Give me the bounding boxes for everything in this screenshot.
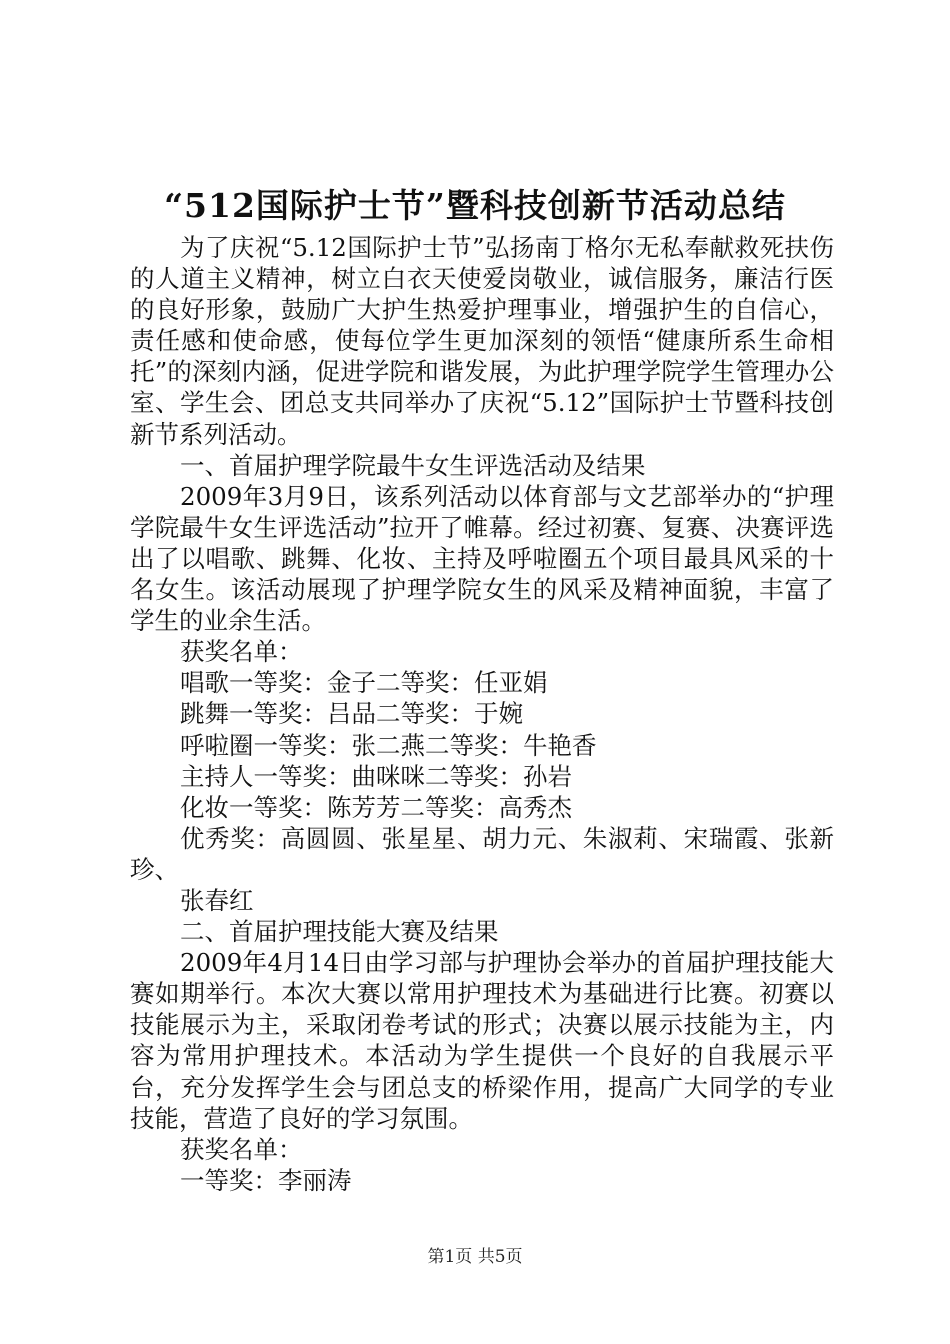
award-list-heading-2: 获奖名单： [180,1134,303,1164]
award-excellence: 优秀奖：高圆圆、张星星、胡力元、朱淑莉、宋瑞霞、张新珍、 [130,823,834,884]
award-hula-hoop: 呼啦圈一等奖：张二燕二等奖：牛艳香 [180,730,597,760]
section-heading-2: 二、首届护理技能大赛及结果 [180,917,499,947]
section-heading-1: 一、首届护理学院最牛女生评选活动及结果 [180,450,646,480]
paragraph-section-2: 2009年4月14日由学习部与护理协会举办的首届护理技能大赛如期举行。本次大赛以常用护理技术为基础进行比赛。初赛以技能展示为主，采取闭卷考试的形式；决赛以展示技能为主，内容为常用护理技术。本活动为学生提供一个良好的自我展示平台，充分发挥学生会与团总支的桥梁作用，提高广大同学的专业技能，营造了良好的学习氛围。 [130,948,834,1133]
award-list-heading-1: 获奖名单： [180,637,303,667]
award-excellence-continued: 张春红 [180,885,254,915]
award-first-prize: 一等奖：李丽涛 [180,1165,352,1195]
document-title: “512国际护士节”暨科技创新节活动总结 [164,186,786,225]
award-singing: 唱歌一等奖：金子二等奖：任亚娟 [180,668,548,698]
document-body [130,232,834,1196]
award-dance: 跳舞一等奖：吕品二等奖：于婉 [180,699,523,729]
paragraph-intro: 为了庆祝“5.12国际护士节”弘扬南丁格尔无私奉献救死扶伤的人道主义精神，树立白衣天使爱岗敬业，诚信服务，廉洁行医的良好形象，鼓励广大护生热爱护理事业，增强护生的自信心，责任感和使命感，使每位学生更加深刻的领悟“健康所系生命相托”的深刻内涵，促进学院和谐发展，为此护理学院学生管理办公室、学生会、团总支共同举办了庆祝“5.12”国际护士节暨科技创新节系列活动。 [130,233,834,449]
award-makeup: 化妆一等奖：陈芳芳二等奖：高秀杰 [180,792,572,822]
award-host: 主持人一等奖：曲咪咪二等奖：孙岩 [180,761,572,791]
page-footer: 第1页 共5页 [427,1247,523,1267]
paragraph-section-1: 2009年3月9日，该系列活动以体育部与文艺部举办的“护理学院最牛女生评选活动”拉开了帷幕。经过初赛、复赛、决赛评选出了以唱歌、跳舞、化妆、主持及呼啦圈五个项目最具风采的十名女生。该活动展现了护理学院女生的风采及精神面貌，丰富了学生的业余生活。 [130,481,834,636]
